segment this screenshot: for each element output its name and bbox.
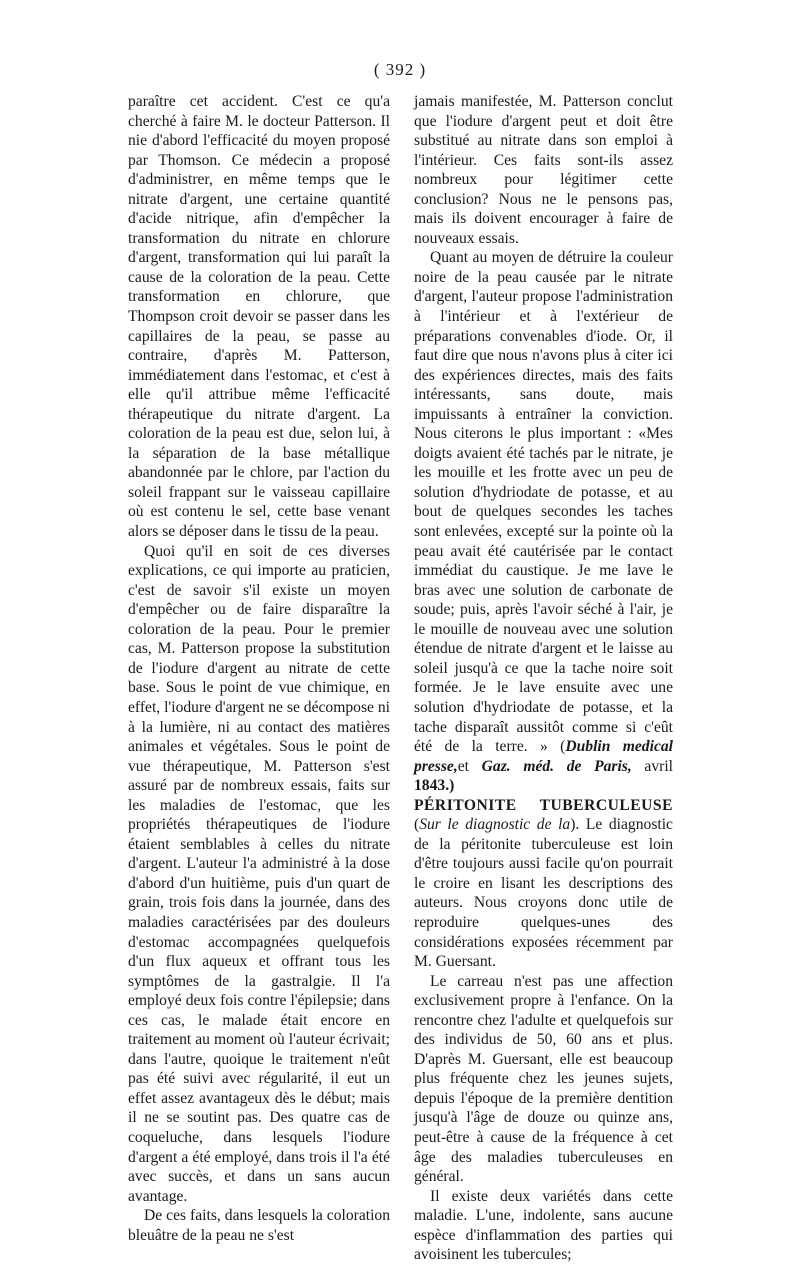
left-paragraph-1: paraître cet accident. C'est ce qu'a cherché à faire M. le docteur Patterson. Il nie d'abord l'efficacité du moyen proposé par Thomson. Ce médecin a proposé d'administrer, en même temps que le nitrate d'argent, une certaine quantité d'acide nitrique, afin d'empêcher la transformation du nitrate en chlorure d'argent, transformation qui lui paraît la cause de la coloration de la peau. Cette transformation en chlorure, que Thompson croit devoir se passer dans les capillaires de la peau, se passe au contraire, d'après M. Patterson, immédiatement dans l'estomac, et c'est à elle qu'il attribue même l'efficacité thérapeutique du nitrate d'argent. La coloration de la peau est due, selon lui, à la séparation de la base métallique abandonnée par le chlore, par l'action du soleil frappant sur le vaisseau capillaire où est contenu le sel, cette base venant alors se déposer dans le tissu de la peau.	[128, 93, 390, 541]
left-column	[128, 92, 390, 1245]
page-number: ( 392 )	[373, 60, 427, 79]
section-subtitle-close: ).	[570, 816, 586, 834]
right-column	[414, 92, 673, 1265]
right-paragraph-4: Le carreau n'est pas une affection exclusivement propre à l'enfance. On la rencontre chez l'adulte et quelquefois sur des individus de 50, 60 ans et plus. D'après M. Guersant, elle est beaucoup plus fréquente chez les jeunes sujets, depuis l'époque de la première dentition jusqu'à l'âge de douze ou quinze ans, peut-être à cause de la fréquence à cet âge des maladies tuberculeuses en général.	[414, 972, 673, 1186]
right-paragraph-5: Il existe deux variétés dans cette maladie. L'une, indolente, sans aucune espèce d'inflammation des parties qui avoisinent les tubercules;	[414, 1187, 673, 1264]
right-paragraph-1: jamais manifestée, M. Patterson conclut que l'iodure d'argent peut et doit être substitué au nitrate dans son emploi à l'intérieur. Ces faits sont-ils assez nombreux pour légitimer cette conclusion? Nous ne le pensons pas, mais ils doivent encourager à faire de nouveaux essais.	[414, 93, 673, 247]
section-heading	[414, 796, 673, 972]
citation-year: 1843.)	[414, 777, 455, 795]
right-paragraph-3: Le diagnostic de la péritonite tuberculeuse est loin d'être toujours aussi facile qu'on pourrait le croire en lisant les descriptions des auteurs. Nous croyons donc utile de reproduire quelques-unes des considérations exposées récemment par M. Guersant.	[414, 816, 673, 971]
section-title: PÉRITONITE TUBERCULEUSE	[414, 796, 673, 814]
citation-month: avril	[631, 757, 674, 775]
left-paragraph-2: Quoi qu'il en soit de ces diverses explications, ce qui importe au praticien, c'est de savoir s'il existe un moyen d'empêcher ou de faire disparaître la coloration de la peau. Pour le premier cas, M. Patterson propose la substitution de l'iodure d'argent au nitrate de cette base. Sous le point de vue chimique, en effet, l'iodure d'argent ne se décompose ni à la lumière, ni au contact des matières animales et végétales. Sous le point de vue thérapeutique, M. Patterson s'est assuré par de nombreux essais, faits sur les maladies de l'estomac, que les propriétés thérapeutiques de l'iodure étaient semblables à celles du nitrate d'argent. L'auteur l'a administré à la dose d'abord d'un huitième, puis d'un quart de grain, trois fois dans la journée, dans des maladies caractérisées par des douleurs d'estomac accompagnées quelquefois d'un flux aqueux et offrant tous les symptômes de la gastralgie. Il l'a employé deux fois contre l'épilepsie; dans ces cas, le malade était encore en traitement au moment où l'auteur écrivait; dans l'autre, quoique le traitement n'eût pas été suivi avec régularité, il eut un effet assez avantageux dès le début; mais il ne se soutint pas. Des quatre cas de coqueluche, dans lesquels l'iodure d'argent a été employé, dans trois il l'a été avec succès, et dans un sans aucun avantage.	[128, 542, 390, 1205]
conjunction: et	[457, 757, 482, 775]
left-paragraph-3: De ces faits, dans lesquels la coloration bleuâtre de la peau ne s'est	[128, 1207, 390, 1244]
journal-dublin: Dublin medical presse,	[414, 738, 673, 775]
section-subtitle-open: (	[414, 816, 420, 834]
section-subtitle: Sur le diagnostic de la	[419, 816, 571, 834]
journal-gazette: Gaz. méd. de Paris,	[481, 757, 632, 775]
right-paragraph-2	[414, 248, 673, 795]
right-paragraph-2-text: Quant au moyen de détruire la couleur noire de la peau causée par le nitrate d'argent, l'auteur propose l'administration à l'intérieur et à l'extérieur de préparations convenables d'iode. Or, il faut dire que nous n'avons plus à citer ici des expériences directes, mais des faits intéressants, sans doute, mais impuissants à entraîner la conviction. Nous citerons le plus important : «Mes doigts avaient été tachés par le nitrate, je les mouille et les frotte avec un peu de solution d'hydriodate de potasse, et au bout de quelques secondes les taches sont enlevées, excepté sur la pointe où la peau avait été cautérisée par le contact immédiat du caustique. Je me lave le bras avec une solution de carbonate de soude; puis, après l'avoir séché à l'air, je le mouille de nouveau avec une solution étendue de nitrate d'argent et le laisse au soleil jusqu'à ce que la tache noire soit formée. Je le lave ensuite avec une solution d'hydriodate de potasse, et la tache disparaît aussitôt comme si c'eût été de la terre. » (	[414, 249, 673, 756]
